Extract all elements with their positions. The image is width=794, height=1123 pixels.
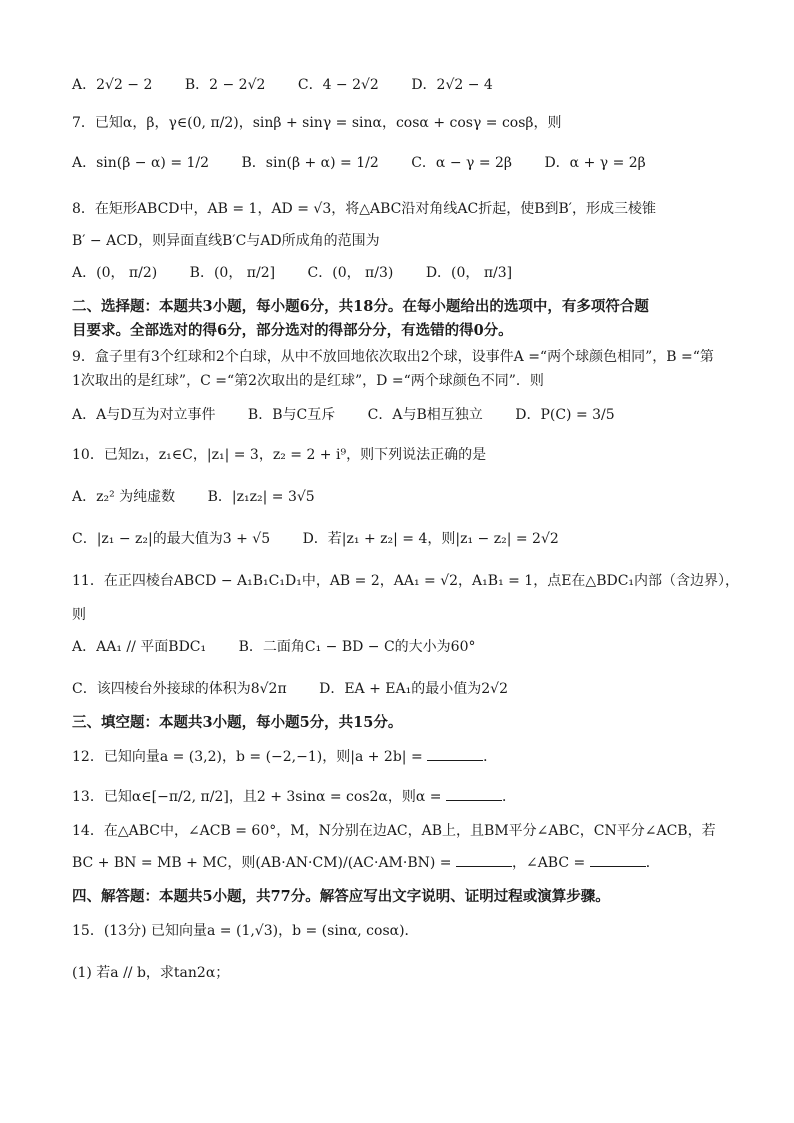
option-b: B．二面角C₁ − BD − C的大小为60° <box>238 639 476 655</box>
section-2-heading-1: 二、选择题：本题共3小题，每小题6分，共18分。在每小题给出的选项中，有多项符合题 <box>72 298 649 315</box>
option-a: A．(0， π/2) <box>72 265 158 281</box>
q12-text: 12．已知向量a = (3,2)，b = (−2,−1)，则|a + 2b| = <box>72 749 428 765</box>
option-d: D．P(C) = 3/5 <box>515 407 615 423</box>
q15-part-1: (1) 若a // b，求tan2α； <box>72 965 230 981</box>
q9-options <box>72 404 754 426</box>
option-c: C．(0， π/3) <box>307 265 394 281</box>
option-c: C．α − γ = 2β <box>411 155 512 171</box>
option-d: D．2√2 − 4 <box>411 77 493 93</box>
option-d: D．EA + EA₁的最小值为2√2 <box>319 681 508 697</box>
q14-stem-2 <box>72 852 754 874</box>
option-b: B．2 − 2√2 <box>184 77 266 93</box>
q6-options <box>72 74 754 96</box>
section-3-heading: 三、填空题：本题共3小题，每小题5分，共15分。 <box>72 714 403 731</box>
q7-stem: 7．已知α，β，γ∈(0, π/2)，sinβ + sinγ = sinα，cosα + cosγ = cosβ，则 <box>72 115 562 131</box>
q10-options-ab <box>72 486 754 508</box>
q9-stem-1: 9．盒子里有3个红球和2个白球，从中不放回地依次取出2个球，设事件A =“两个球颜色相同”，B =“第 <box>72 349 714 365</box>
q12-stem <box>72 746 754 768</box>
answer-blank <box>427 746 483 761</box>
option-a: A．sin(β − α) = 1/2 <box>72 155 210 171</box>
q11-options-cd <box>72 678 754 700</box>
section-2-heading-2: 目要求。全部选对的得6分，部分选对的得部分分，有选错的得0分。 <box>72 322 513 339</box>
option-c: C．4 − 2√2 <box>297 77 379 93</box>
q13-end: ． <box>501 789 516 805</box>
q8-stem-2: B′ − ACD，则异面直线B′C与AD所成角的范围为 <box>72 233 380 249</box>
option-a: A．A与D互为对立事件 <box>72 407 216 423</box>
q12-end: ． <box>483 749 498 765</box>
q11-stem-1: 11．在正四棱台ABCD − A₁B₁C₁D₁中，AB = 2，AA₁ = √2，A₁B₁ = 1，点E在△BDC₁内部（含边界）， <box>72 573 740 589</box>
q11-stem-2: 则 <box>72 607 86 623</box>
option-d: D．α + γ = 2β <box>544 155 646 171</box>
q13-stem <box>72 786 754 808</box>
q11-options-ab <box>72 636 754 658</box>
option-d: D．(0， π/3] <box>425 265 513 281</box>
q8-stem-1: 8．在矩形ABCD中，AB = 1，AD = √3，将△ABC沿对角线AC折起，使B到B′，形成三棱锥 <box>72 201 656 217</box>
option-b: B．sin(β + α) = 1/2 <box>241 155 379 171</box>
option-c: C．|z₁ − z₂|的最大值为3 + √5 <box>72 531 271 547</box>
section-4-heading: 四、解答题：本题共5小题，共77分。解答应写出文字说明、证明过程或演算步骤。 <box>72 888 610 905</box>
answer-blank <box>446 786 502 801</box>
option-b: B．B与C互斥 <box>247 407 336 423</box>
q10-options-cd <box>72 528 754 550</box>
q8-options <box>72 262 754 284</box>
q13-text: 13．已知α∈[−π/2, π/2]，且2 + 3sinα = cos2α，则α = <box>72 789 446 805</box>
option-c: C．A与B相互独立 <box>367 407 483 423</box>
answer-blank-2 <box>590 852 646 867</box>
q9-stem-2: 1次取出的是红球”，C =“第2次取出的是红球”，D =“两个球颜色不同”．则 <box>72 373 544 389</box>
option-a: A．z₂² 为纯虚数 <box>72 489 176 505</box>
q15-stem: 15．(13分) 已知向量a = (1,√3)，b = (sinα, cosα)． <box>72 923 419 939</box>
q14-stem-1: 14．在△ABC中，∠ACB = 60°，M，N分别在边AC，AB上，且BM平分∠ABC，CN平分∠ACB，若 <box>72 823 716 839</box>
answer-blank-1 <box>456 852 512 867</box>
q14-text: BC + BN = MB + MC，则(AB·AN·CM)/(AC·AM·BN) = <box>72 855 456 871</box>
q14-mid: ，∠ABC = <box>511 855 590 871</box>
option-b: B．|z₁z₂| = 3√5 <box>207 489 315 505</box>
option-c: C．该四棱台外接球的体积为8√2π <box>72 681 287 697</box>
q7-options <box>72 152 754 174</box>
q10-stem: 10．已知z₁，z₁∈C，|z₁| = 3，z₂ = 2 + i⁹，则下列说法正确的是 <box>72 447 487 463</box>
q14-end: ． <box>645 855 660 871</box>
option-a: A．2√2 − 2 <box>72 77 153 93</box>
option-b: B．(0， π/2] <box>189 265 276 281</box>
option-d: D．若|z₁ + z₂| = 4，则|z₁ − z₂| = 2√2 <box>302 531 559 547</box>
option-a: A．AA₁ // 平面BDC₁ <box>72 639 207 655</box>
